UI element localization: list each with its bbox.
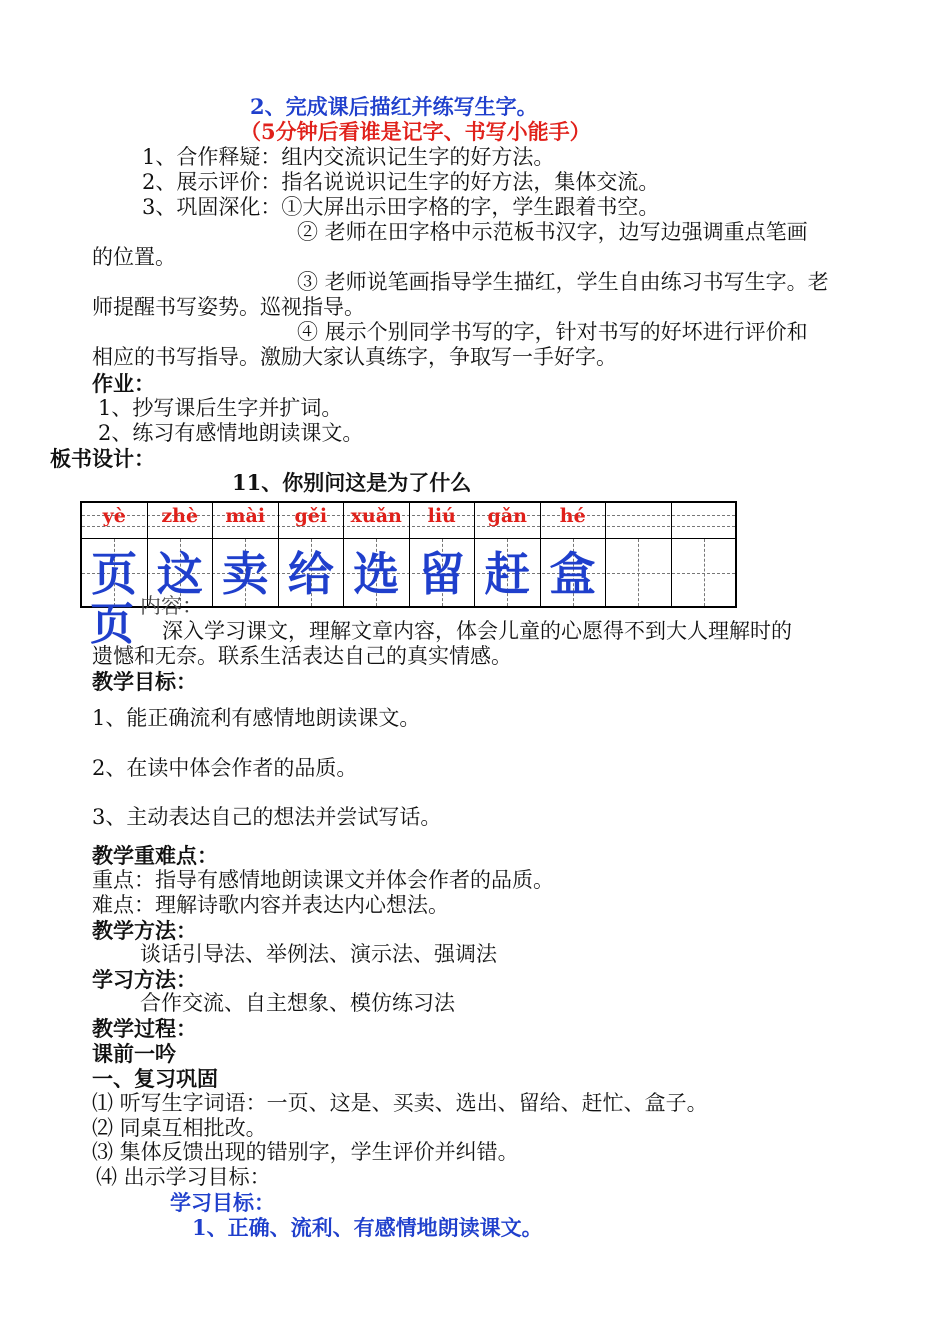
grid-cell [344, 503, 410, 606]
goal-item: 1、能正确流利有感情地朗读课文。 [92, 706, 421, 730]
grid-cell [279, 503, 345, 606]
grid-cell [541, 503, 607, 606]
grid-cell [213, 503, 279, 606]
list-item: 1、合作释疑：组内交流识记生字的好方法。 [142, 145, 555, 169]
process-item: ⑷ 出示学习目标： [96, 1165, 271, 1189]
list-item: 相应的书写指导。激励大家认真练字，争取写一手好字。 [92, 345, 617, 369]
grid-cell [672, 503, 738, 606]
process-item: ⑶ 集体反馈出现的错别字，学生评价并纠错。 [92, 1140, 519, 1164]
grid-cell [82, 503, 148, 606]
character: 这 [156, 547, 203, 601]
list-item: ④ 展示个别同学书写的字，针对书写的好坏进行评价和 [297, 320, 808, 344]
character: 给 [287, 547, 334, 601]
pinyin-label: mài [225, 505, 266, 527]
learn-text: 合作交流、自主想象、模仿练习法 [140, 991, 455, 1015]
overflow-character: 页 [90, 599, 134, 650]
pinyin-label: liú [427, 505, 456, 527]
list-item: 2、展示评价：指名说说识记生字的好方法，集体交流。 [142, 170, 660, 194]
pinyin-label: gěi [294, 505, 328, 527]
pinyin-label: yè [102, 505, 126, 527]
homework-item: 2、练习有感情地朗读课文。 [98, 421, 364, 445]
list-item: ② 老师在田字格中示范板书汉字，边写边强调重点笔画 [297, 220, 808, 244]
content-paragraph: 深入学习课文，理解文章内容，体会儿童的心愿得不到大人理解时的 [162, 619, 792, 643]
grid-cell [410, 503, 476, 606]
step-subtitle: （5分钟后看谁是记字、书写小能手） [240, 119, 591, 144]
list-item: 3、巩固深化：①大屏出示田字格的字，学生跟着书空。 [142, 195, 660, 219]
list-item: 的位置。 [92, 245, 176, 269]
pinyin-label: hé [559, 505, 586, 527]
pinyin-label: zhè [161, 505, 199, 527]
grid-cell [475, 503, 541, 606]
grid-cell [606, 503, 672, 606]
difficulty-heading: 教学重难点： [92, 843, 218, 868]
step-title: 2、完成课后描红并练写生字。 [250, 94, 538, 119]
character: 赶 [484, 547, 531, 601]
pinyin-label: xuǎn [350, 505, 402, 527]
section-heading: 一、复习巩固 [92, 1066, 218, 1091]
pinyin-label: gǎn [487, 505, 527, 527]
list-item: 师提醒书写姿势。巡视指导。 [92, 295, 365, 319]
partial-label: 内容： [140, 594, 203, 618]
character: 留 [418, 547, 465, 601]
method-text: 谈话引导法、举例法、演示法、强调法 [140, 942, 497, 966]
board-heading: 板书设计： [50, 446, 155, 471]
goal-item: 2、在读中体会作者的品质。 [92, 756, 358, 780]
tianzige-grid [80, 501, 737, 608]
method-heading: 教学方法： [92, 918, 197, 943]
homework-heading: 作业： [92, 371, 155, 396]
character: 选 [353, 547, 400, 601]
character: 页 [91, 547, 138, 601]
process-heading: 教学过程： [92, 1016, 197, 1041]
learning-goal-title: 学习目标： [170, 1190, 275, 1215]
key-point: 重点：指导有感情地朗读课文并体会作者的品质。 [92, 868, 554, 892]
process-item: ⑵ 同桌互相批改。 [92, 1116, 267, 1140]
hard-point: 难点：理解诗歌内容并表达内心想法。 [92, 893, 449, 917]
learn-heading: 学习方法： [92, 967, 197, 992]
learning-goal-item: 1、正确、流利、有感情地朗读课文。 [192, 1215, 543, 1240]
pre-class: 课前一吟 [92, 1041, 176, 1066]
character: 盒 [549, 547, 596, 601]
homework-item: 1、抄写课后生字并扩词。 [98, 396, 343, 420]
character: 卖 [222, 547, 269, 601]
goal-item: 3、主动表达自己的想法并尝试写话。 [92, 805, 442, 829]
list-item: ③ 老师说笔画指导学生描红，学生自由练习书写生字。老 [297, 270, 829, 294]
goals-heading: 教学目标： [92, 669, 197, 694]
grid-cell [148, 503, 214, 606]
board-title: 11、你别问这是为了什么 [232, 470, 472, 495]
process-item: ⑴ 听写生字词语：一页、这是、买卖、选出、留给、赶忙、盒子。 [92, 1091, 708, 1115]
content-paragraph: 遗憾和无奈。联系生活表达自己的真实情感。 [92, 644, 512, 668]
